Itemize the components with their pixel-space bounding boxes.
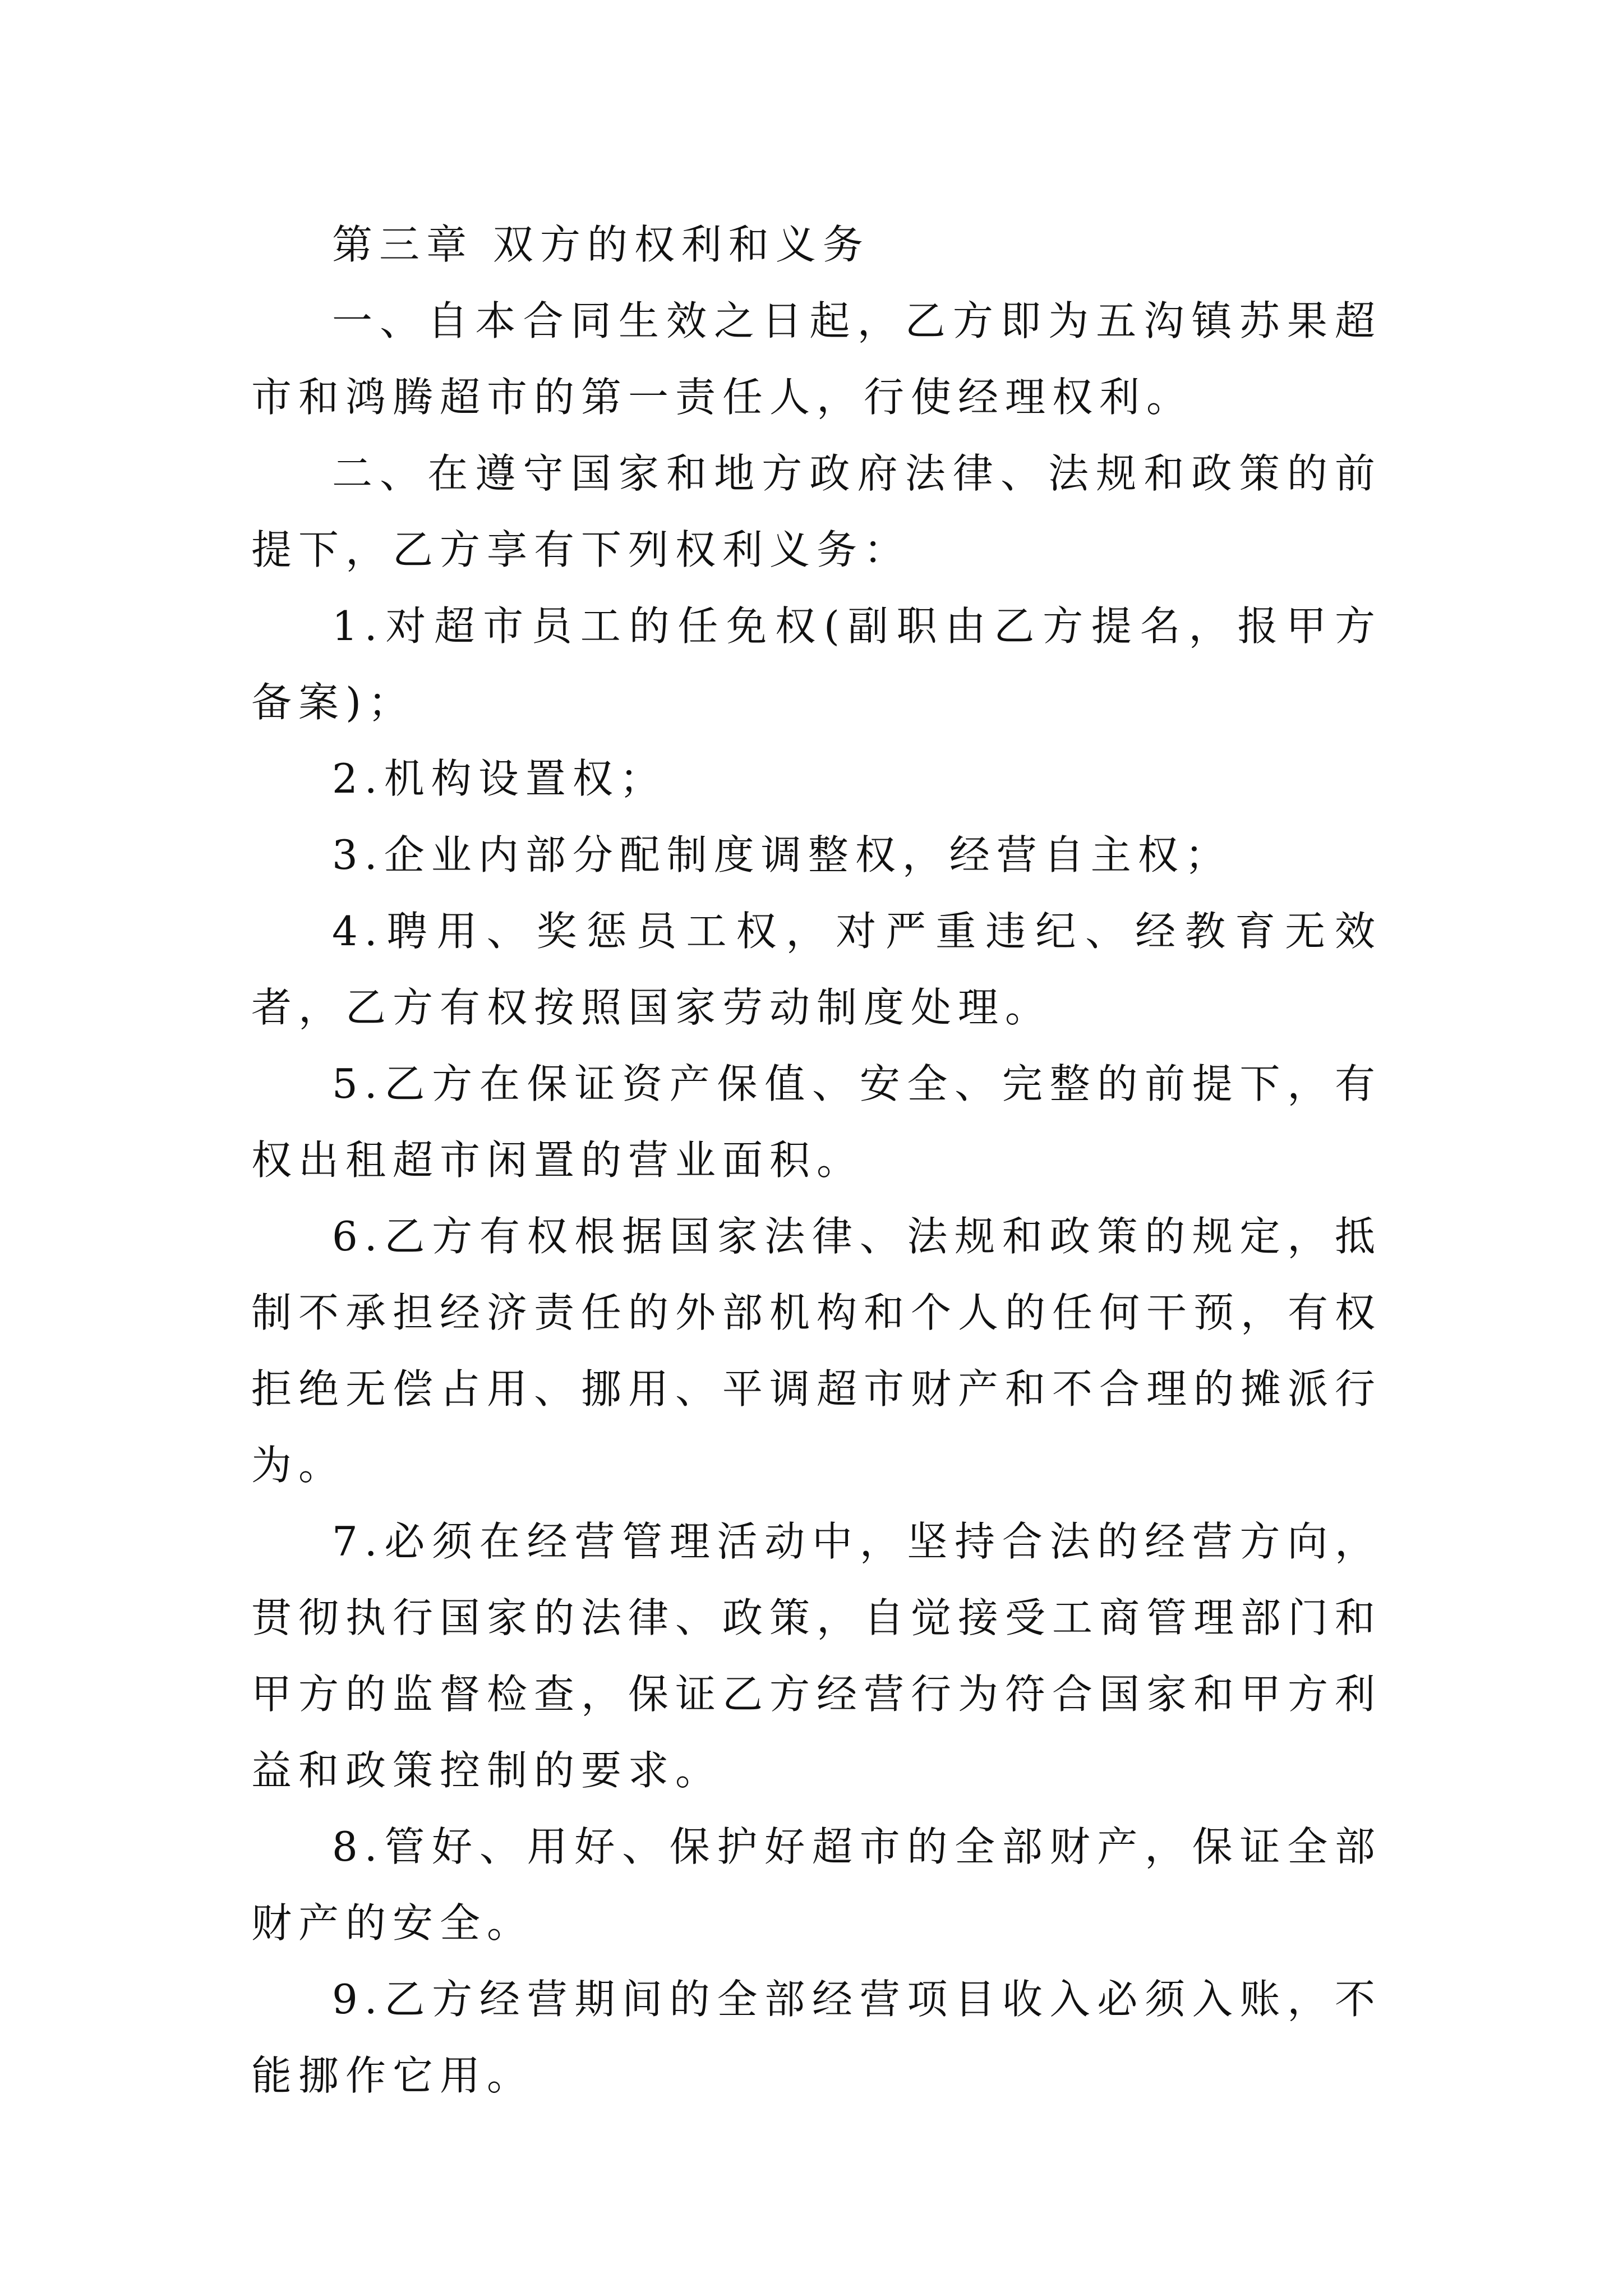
document-body (251, 206, 1382, 2114)
list-item-7: 7.必须在经营管理活动中，坚持合法的经营方向，贯彻执行国家的法律、政策，自觉接受工商管理部门和甲方的监督检查，保证乙方经营行为符合国家和甲方利益和政策控制的要求。 (251, 1518, 1382, 1794)
paragraph-1: 一、自本合同生效之日起，乙方即为五沟镇苏果超市和鸿腾超市的第一责任人，行使经理权利。 (251, 297, 1382, 421)
list-item-8: 8.管好、用好、保护好超市的全部财产，保证全部财产的安全。 (251, 1823, 1382, 1947)
list-item-9: 9.乙方经营期间的全部经营项目收入必须入账，不能挪作它用。 (251, 1976, 1382, 2099)
list-item-5: 5.乙方在保证资产保值、安全、完整的前提下，有权出租超市闲置的营业面积。 (251, 1060, 1382, 1184)
list-item-4: 4.聘用、奖惩员工权，对严重违纪、经教育无效者，乙方有权按照国家劳动制度处理。 (251, 908, 1382, 1031)
paragraph-2: 二、在遵守国家和地方政府法律、法规和政策的前提下，乙方享有下列权利义务： (251, 450, 1382, 573)
list-item-6: 6.乙方有权根据国家法律、法规和政策的规定，抵制不承担经济责任的外部机构和个人的任何干预，有权拒绝无偿占用、挪用、平调超市财产和不合理的摊派行为。 (251, 1213, 1382, 1489)
chapter-title: 第三章 双方的权利和义务 (332, 221, 870, 268)
list-item-1: 1.对超市员工的任免权(副职由乙方提名，报甲方备案)； (251, 602, 1382, 726)
list-item-2: 2.机构设置权； (332, 755, 667, 802)
list-item-3: 3.企业内部分配制度调整权，经营自主权； (332, 831, 1232, 878)
